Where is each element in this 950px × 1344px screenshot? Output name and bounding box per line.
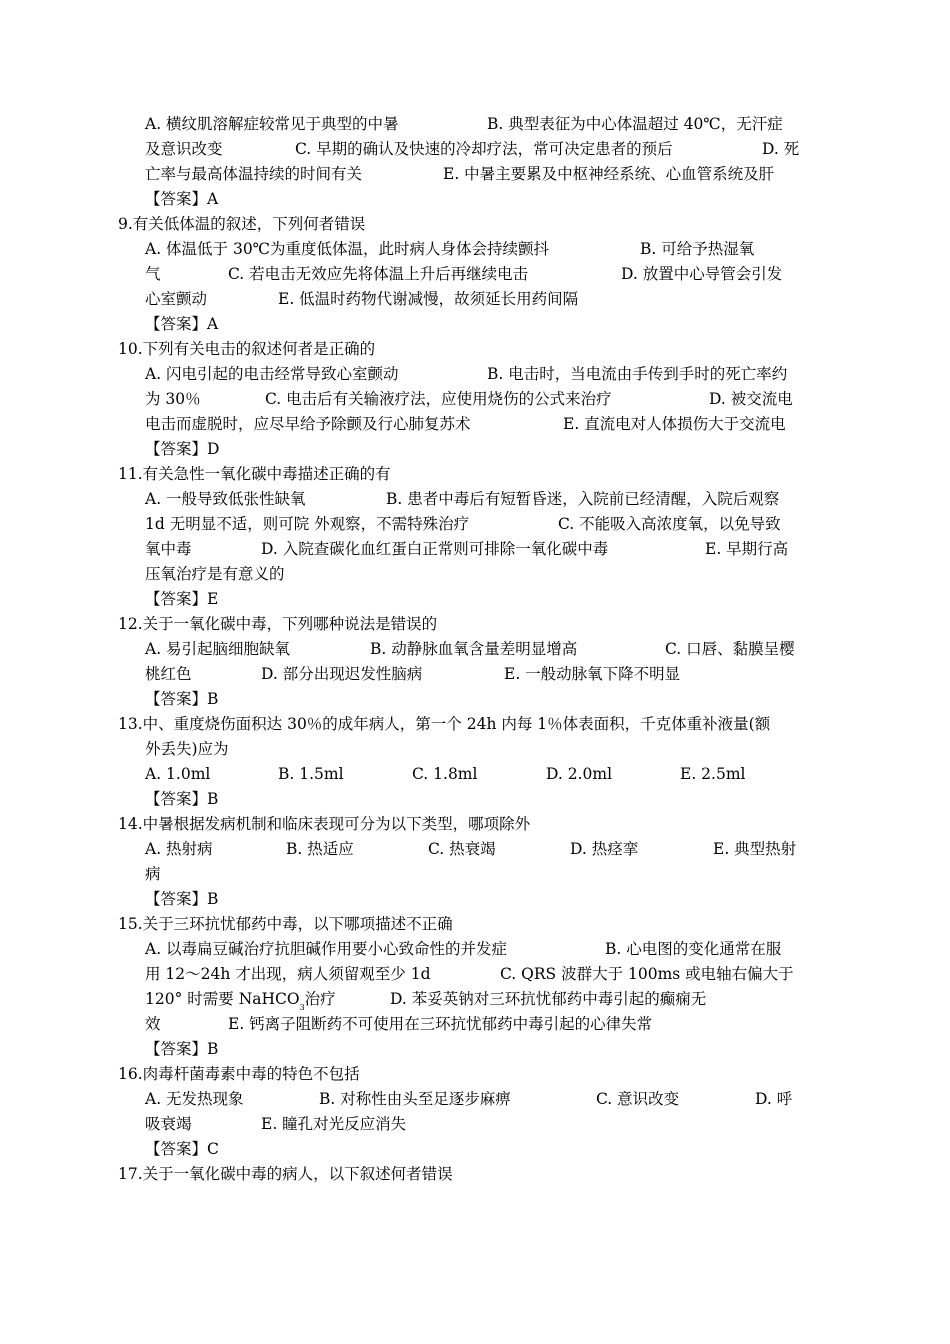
q15-nahco-subscript: 3 bbox=[299, 1003, 305, 1012]
q11-options-line-3 bbox=[118, 537, 870, 562]
q15-option-d: D. 苯妥英钠对三环抗忧郁药中毒引起的癫痫无 bbox=[390, 990, 707, 1008]
q13-answer bbox=[118, 787, 870, 812]
q11-options-line-2 bbox=[118, 512, 870, 537]
q12-option-e: E. 一般动脉氧下降不明显 bbox=[504, 665, 681, 683]
q11-option-c-cont: 氧中毒 bbox=[145, 540, 192, 558]
q15-options-line-3 bbox=[118, 987, 870, 1012]
q8-options-line-1 bbox=[118, 112, 870, 137]
q8-option-e: E. 中暑主要累及中枢神经系统、心血管系统及肝 bbox=[443, 165, 775, 183]
q10-answer-text: 【答案】D bbox=[145, 440, 220, 458]
q11-question bbox=[118, 462, 870, 487]
q11-option-e: E. 早期行高 bbox=[705, 540, 789, 558]
q9-question bbox=[118, 212, 870, 237]
q11-option-b: B. 患者中毒后有短暂昏迷，入院前已经清醒，入院后观察 bbox=[386, 490, 780, 508]
q12-option-a: A. 易引起脑细胞缺氧 bbox=[145, 640, 291, 658]
q12-option-c-cont: 桃红色 bbox=[145, 665, 192, 683]
q10-option-d-cont: 电击而虚脱时，应尽早给予除颤及行心肺复苏术 bbox=[145, 415, 471, 433]
q11-option-c: C. 不能吸入高浓度氧，以免导致 bbox=[558, 515, 781, 533]
q12-answer bbox=[118, 687, 870, 712]
q13-question-text-cont: 外丢失)应为 bbox=[145, 740, 229, 758]
q13-option-a: A. 1.0ml bbox=[145, 765, 211, 783]
q11-option-a: A. 一般导致低张性缺氧 bbox=[145, 490, 306, 508]
q11-option-e-cont: 压氧治疗是有意义的 bbox=[145, 565, 285, 583]
q16-option-b: B. 对称性由头至足逐步麻痹 bbox=[319, 1090, 511, 1108]
q11-answer bbox=[118, 587, 870, 612]
q14-answer-text: 【答案】B bbox=[145, 890, 219, 908]
q15-option-e: E. 钙离子阻断药不可使用在三环抗忧郁药中毒引起的心律失常 bbox=[228, 1015, 653, 1033]
q11-options-line-4 bbox=[118, 562, 870, 587]
q14-answer bbox=[118, 887, 870, 912]
q12-option-d: D. 部分出现迟发性脑病 bbox=[261, 665, 423, 683]
q8-option-b: B. 典型表征为中心体温超过 40℃，无汗症 bbox=[487, 115, 783, 133]
q14-question-text: 14.中暑根据发病机制和临床表现可分为以下类型，哪项除外 bbox=[118, 815, 531, 833]
q16-question-text: 16.肉毒杆菌毒素中毒的特色不包括 bbox=[118, 1065, 360, 1083]
q9-option-c: C. 若电击无效应先将体温上升后再继续电击 bbox=[228, 265, 529, 283]
q13-answer-text: 【答案】B bbox=[145, 790, 219, 808]
q10-options-line-2 bbox=[118, 387, 870, 412]
q8-option-d: D. 死 bbox=[762, 140, 800, 158]
q15-answer-text: 【答案】B bbox=[145, 1040, 219, 1058]
q8-option-b-cont: 及意识改变 bbox=[145, 140, 223, 158]
q10-answer bbox=[118, 437, 870, 462]
q10-options-line-3 bbox=[118, 412, 870, 437]
q16-option-a: A. 无发热现象 bbox=[145, 1090, 244, 1108]
q9-option-d-cont: 心室颤动 bbox=[145, 290, 208, 308]
q9-options-line-2 bbox=[118, 262, 870, 287]
q8-answer-text: 【答案】A bbox=[145, 190, 219, 208]
q9-option-d: D. 放置中心导管会引发 bbox=[621, 265, 783, 283]
q8-option-a: A. 横纹肌溶解症较常见于典型的中暑 bbox=[145, 115, 399, 133]
q8-answer bbox=[118, 187, 870, 212]
q10-option-d: D. 被交流电 bbox=[709, 390, 793, 408]
q14-option-e-cont: 病 bbox=[145, 865, 161, 883]
q11-option-b-cont: 1d 无明显不适，则可院 外观察，不需特殊治疗 bbox=[145, 515, 470, 533]
q15-option-b: B. 心电图的变化通常在服 bbox=[605, 940, 782, 958]
q12-question-text: 12.关于一氧化碳中毒，下列哪种说法是错误的 bbox=[118, 615, 438, 633]
q8-option-d-cont: 亡率与最高体温持续的时间有关 bbox=[145, 165, 363, 183]
q8-options-line-2 bbox=[118, 137, 870, 162]
q14-question bbox=[118, 812, 870, 837]
q14-option-e: E. 典型热射 bbox=[713, 840, 797, 858]
q14-option-b: B. 热适应 bbox=[286, 840, 354, 858]
q13-option-e: E. 2.5ml bbox=[680, 765, 746, 783]
q9-answer bbox=[118, 312, 870, 337]
q16-question bbox=[118, 1062, 870, 1087]
q16-answer bbox=[118, 1137, 870, 1162]
q10-question bbox=[118, 337, 870, 362]
q13-question-line-2 bbox=[118, 737, 870, 762]
q15-options-line-4 bbox=[118, 1012, 870, 1037]
q11-options-line-1 bbox=[118, 487, 870, 512]
q8-options-line-3 bbox=[118, 162, 870, 187]
q10-option-b: B. 电击时，当电流由手传到手时的死亡率约 bbox=[487, 365, 788, 383]
q9-option-b-cont: 气 bbox=[145, 265, 161, 283]
q9-option-e: E. 低温时药物代谢减慢，故须延长用药间隔 bbox=[278, 290, 579, 308]
q9-options-line-3 bbox=[118, 287, 870, 312]
q16-option-e: E. 瞳孔对光反应消失 bbox=[261, 1115, 407, 1133]
q15-treatment-text: 治疗 bbox=[304, 990, 336, 1008]
q12-option-b: B. 动静脉血氧含量差明显增高 bbox=[370, 640, 578, 658]
q13-option-d: D. 2.0ml bbox=[546, 765, 613, 783]
q9-question-text: 9.有关低体温的叙述，下列何者错误 bbox=[118, 215, 366, 233]
q17-question-text: 17.关于一氧化碳中毒的病人，以下叙述何者错误 bbox=[118, 1165, 453, 1183]
q14-option-d: D. 热痉挛 bbox=[570, 840, 639, 858]
q9-answer-text: 【答案】A bbox=[145, 315, 219, 333]
q9-option-b: B. 可给予热湿氧 bbox=[640, 240, 755, 258]
q8-option-c: C. 早期的确认及快速的冷却疗法，常可决定患者的预后 bbox=[295, 140, 673, 158]
q16-option-c: C. 意识改变 bbox=[596, 1090, 680, 1108]
q10-option-e: E. 直流电对人体损伤大于交流电 bbox=[563, 415, 786, 433]
q15-options-line-2 bbox=[118, 962, 870, 987]
q16-option-d: D. 呼 bbox=[755, 1090, 793, 1108]
q11-answer-text: 【答案】E bbox=[145, 590, 219, 608]
q14-option-c: C. 热衰竭 bbox=[428, 840, 496, 858]
q16-options-line-1 bbox=[118, 1087, 870, 1112]
q16-answer-text: 【答案】C bbox=[145, 1140, 219, 1158]
q12-options-line-2 bbox=[118, 662, 870, 687]
q13-option-c: C. 1.8ml bbox=[412, 765, 478, 783]
q10-option-a: A. 闪电引起的电击经常导致心室颤动 bbox=[145, 365, 399, 383]
q15-option-b-cont: 用 12～24h 才出现，病人须留观至少 1d bbox=[145, 965, 431, 983]
q15-option-d-cont: 效 bbox=[145, 1015, 161, 1033]
q10-question-text: 10.下列有关电击的叙述何者是正确的 bbox=[118, 340, 376, 358]
q15-option-c: C. QRS 波群大于 100ms 或电轴右偏大于 bbox=[500, 965, 794, 983]
q10-option-b-cont: 为 30％ bbox=[145, 390, 201, 408]
q14-option-a: A. 热射病 bbox=[145, 840, 213, 858]
q9-option-a: A. 体温低于 30℃为重度低体温，此时病人身体会持续颤抖 bbox=[145, 240, 550, 258]
q15-nahco-text: 120° 时需要 NaHCO bbox=[145, 990, 300, 1008]
q17-question bbox=[118, 1162, 870, 1187]
q10-options-line-1 bbox=[118, 362, 870, 387]
q16-option-d-cont: 吸衰竭 bbox=[145, 1115, 192, 1133]
q15-question-text: 15.关于三环抗忧郁药中毒，以下哪项描述不正确 bbox=[118, 915, 453, 933]
q13-option-b: B. 1.5ml bbox=[278, 765, 344, 783]
q12-options-line-1 bbox=[118, 637, 870, 662]
q12-question bbox=[118, 612, 870, 637]
q10-option-c: C. 电击后有关输液疗法，应使用烧伤的公式来治疗 bbox=[265, 390, 612, 408]
q11-question-text: 11.有关急性一氧化碳中毒描述正确的有 bbox=[118, 465, 391, 483]
q12-answer-text: 【答案】B bbox=[145, 690, 219, 708]
q9-options-line-1 bbox=[118, 237, 870, 262]
q12-option-c: C. 口唇、黏膜呈樱 bbox=[665, 640, 795, 658]
q15-option-a: A. 以毒扁豆碱治疗抗胆碱作用要小心致命性的并发症 bbox=[145, 940, 508, 958]
q13-question bbox=[118, 712, 870, 737]
q14-options-line-2 bbox=[118, 862, 870, 887]
q15-options-line-1 bbox=[118, 937, 870, 962]
q15-answer bbox=[118, 1037, 870, 1062]
q11-option-d: D. 入院查碳化血红蛋白正常则可排除一氧化碳中毒 bbox=[261, 540, 609, 558]
q13-question-text: 13.中、重度烧伤面积达 30％的成年病人，第一个 24h 内每 1％体表面积，千克体重补液量(额 bbox=[118, 715, 771, 733]
q13-options-line-1 bbox=[118, 762, 870, 787]
q15-question bbox=[118, 912, 870, 937]
q16-options-line-2 bbox=[118, 1112, 870, 1137]
q14-options-line-1 bbox=[118, 837, 870, 862]
